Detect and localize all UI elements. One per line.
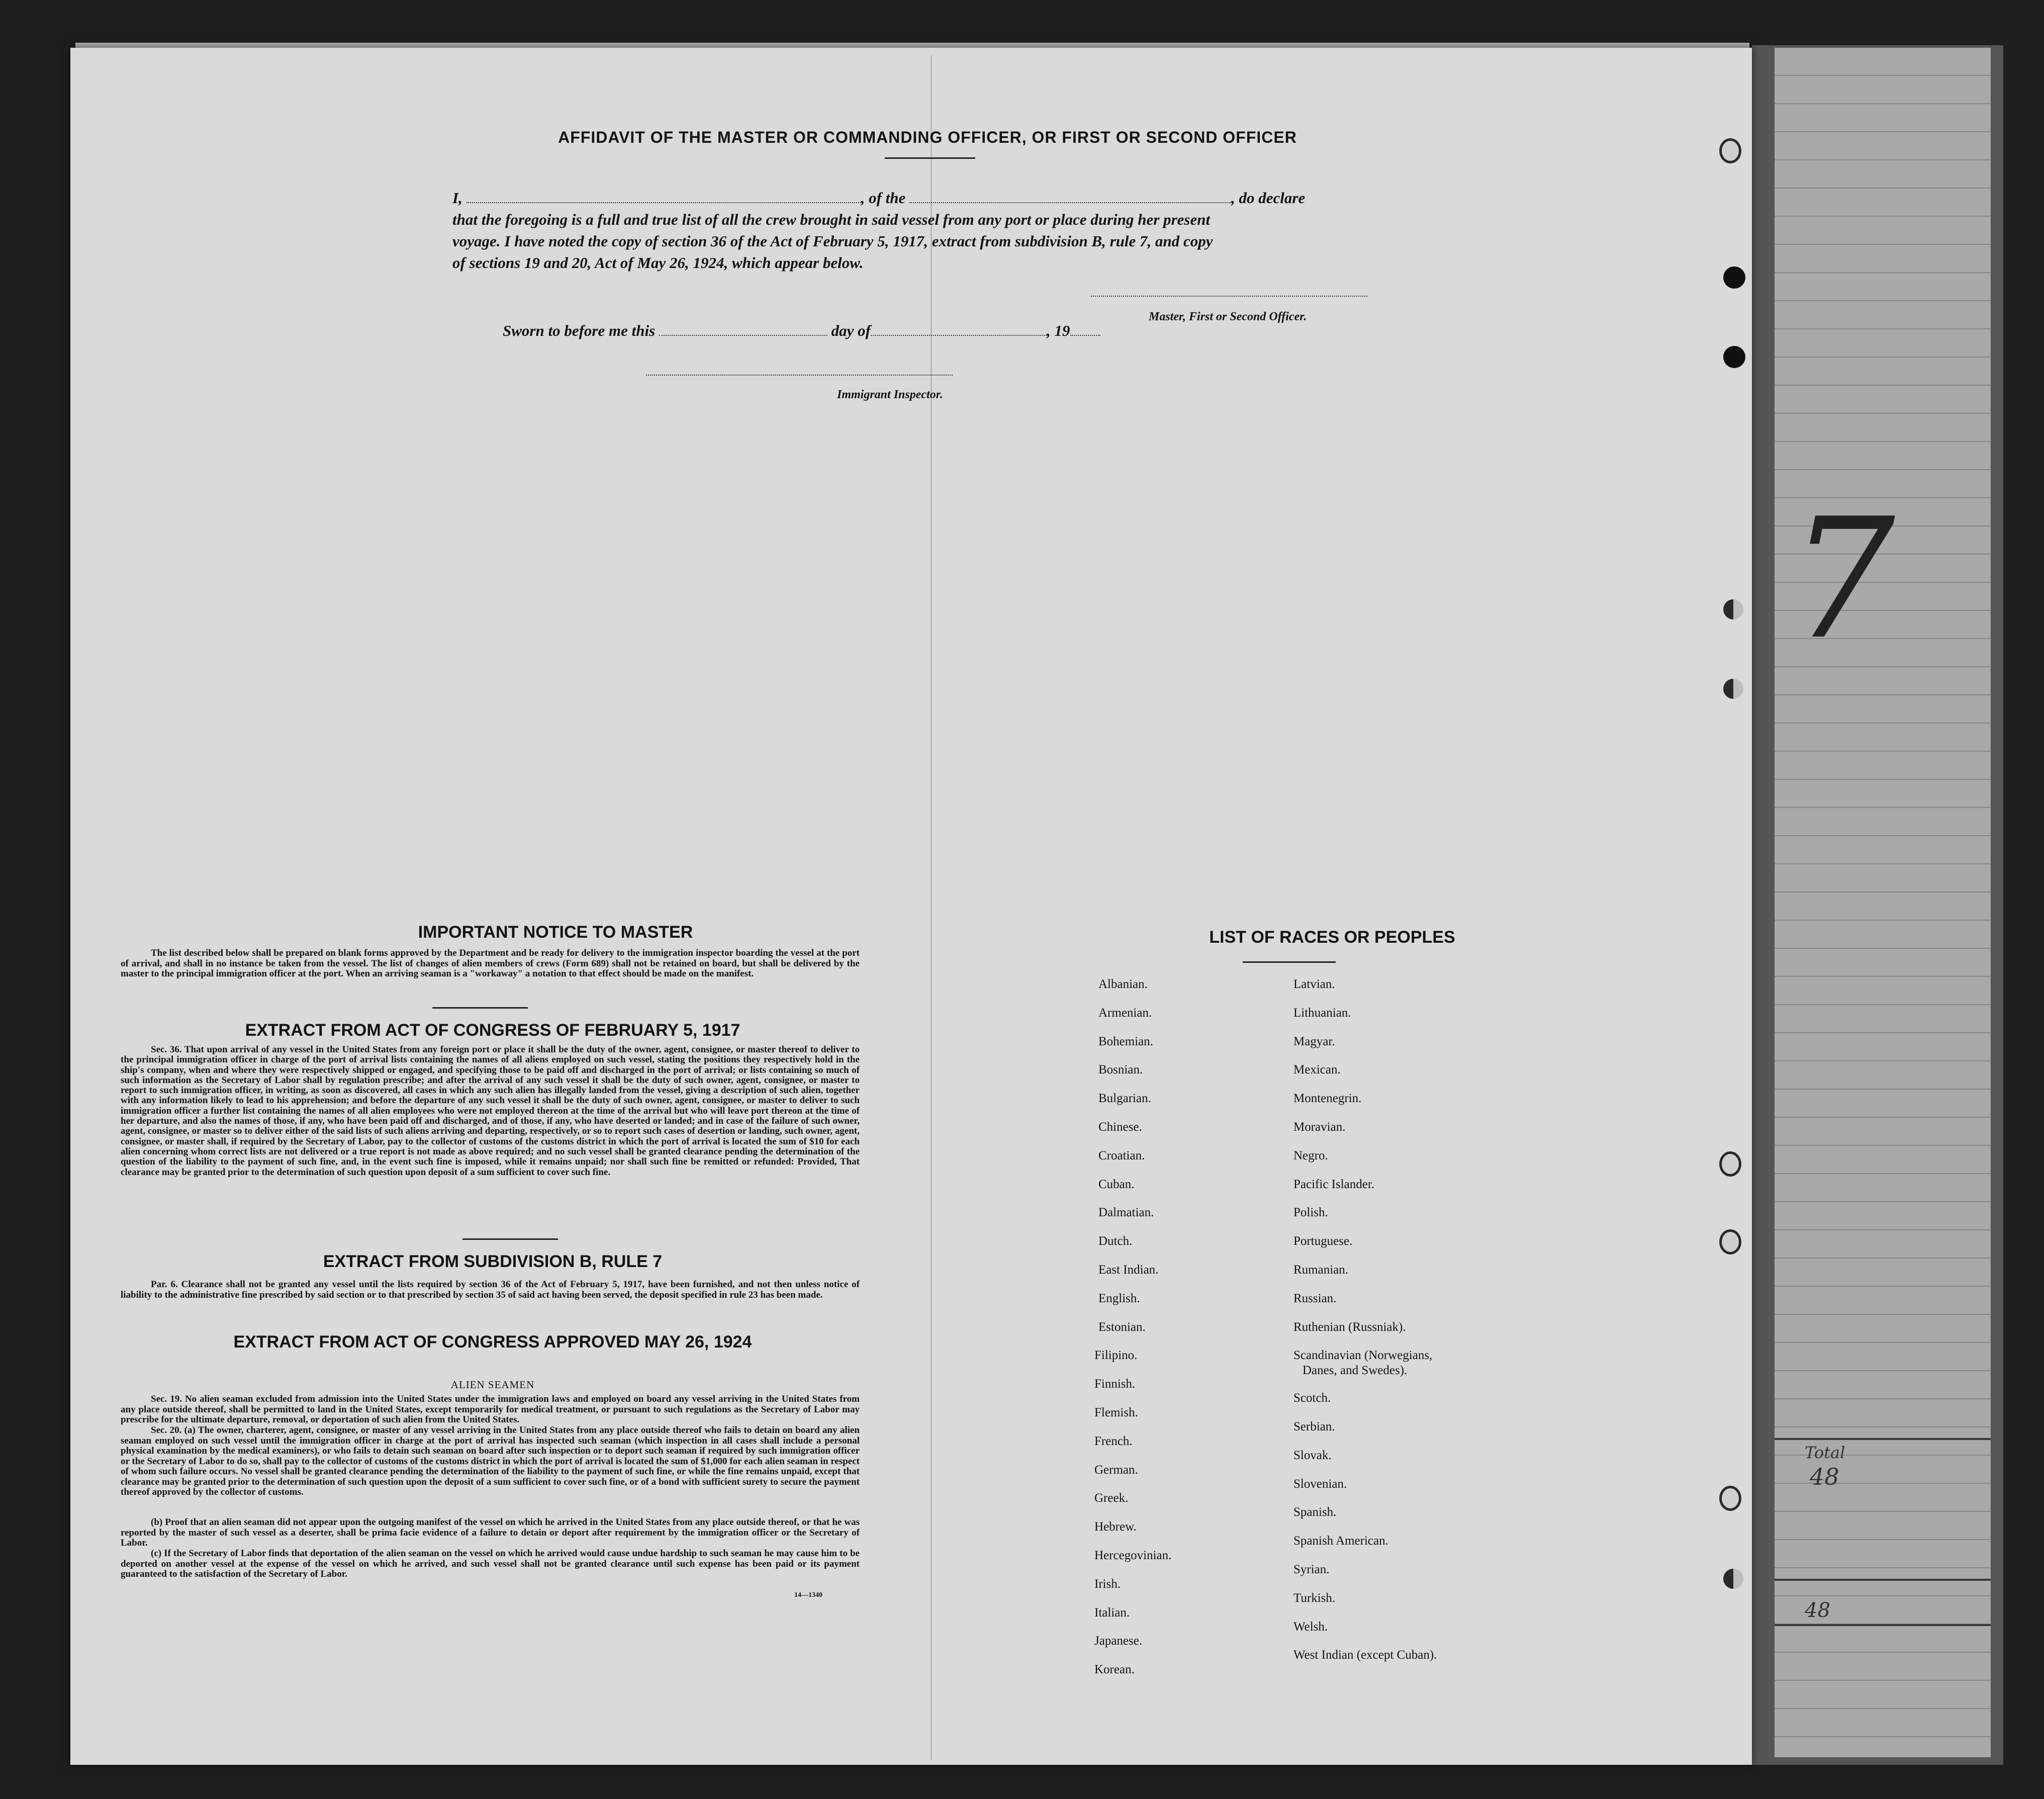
race-item: Irish. <box>1094 1577 1121 1591</box>
race-item: Ruthenian (Russniak). <box>1293 1320 1406 1334</box>
sworn-day-field[interactable] <box>659 323 827 336</box>
race-item: Russian. <box>1293 1292 1337 1305</box>
sworn-year-field[interactable] <box>1070 323 1100 336</box>
race-item: Slovak. <box>1293 1449 1332 1462</box>
race-item: Estonian. <box>1098 1320 1146 1334</box>
binder-hole <box>1723 346 1745 368</box>
race-item: Hercegovinian. <box>1094 1549 1172 1562</box>
section-20a-text: Sec. 20. (a) The owner, charterer, agent, consignee, or master of any vessel arriving in the United States from any place outside thereof who fails to detain on board any alien seaman employed on such vessel until the immigration officer in charge at the port of arrival has inspected such seaman (which inspection in all cases shall include a personal physical examination by the medical examiners), or who fails to detain such seaman on board after such inspection or to deport such seaman if required by such immigration officer or the Secretary of Labor to do so, shall pay to the collector of customs of the customs district in which the port of arrival is located the sum of $1,000 for each alien seaman in respect of whom such failure occurs. No vessel shall be granted clearance pending the determination of the liability to the payment of such fine, or while the fine remains unpaid, except that clearance may be granted prior to the determination of such question upon the deposit of a sum sufficient to cover such fine, or of a bond with sufficient surety to secure the payment thereof approved by the collector of customs. <box>121 1425 860 1497</box>
race-item: Polish. <box>1293 1206 1328 1219</box>
master-signature-label: Master, First or Second Officer. <box>1149 310 1307 323</box>
race-item: Spanish. <box>1293 1505 1337 1519</box>
binder-hole <box>1719 1229 1741 1254</box>
sworn-line <box>503 322 1100 340</box>
binder-hole <box>1723 679 1743 699</box>
affidavit-i: I, <box>452 189 462 207</box>
affidavit-line-3: voyage. I have noted the copy of section 36 of the Act of February 5, 1917, extract from subdivision B, rule 7, and copy <box>452 232 1213 250</box>
subdivision-text: Par. 6. Clearance shall not be granted any vessel until the lists required by section 36 of the Act of February 5, 1917, have been furnished, and not then unless notice of liability to the administrative fine prescribed by said section or to that prescribed by section 35 of said act having been served, the deposit specified in rule 23 has been made. <box>121 1279 860 1300</box>
race-item: Italian. <box>1094 1606 1130 1620</box>
ledger-divider <box>1775 1579 1991 1581</box>
handwritten-total-label: Total <box>1805 1443 1845 1462</box>
race-item: Turkish. <box>1293 1591 1336 1605</box>
binder-hole <box>1723 266 1745 289</box>
form-number: 14—1340 <box>794 1591 822 1599</box>
races-title-rule <box>1243 961 1336 963</box>
race-item: Serbian. <box>1293 1420 1335 1433</box>
affidavit-line-2: that the foregoing is a full and true list of all the crew brought in said vessel from any port or place during her present <box>452 211 1211 228</box>
affidavit-declare: , do declare <box>1231 189 1306 207</box>
race-item: Croatian. <box>1098 1149 1145 1162</box>
section-rule <box>432 1007 528 1009</box>
affidavit-of-the: , of the <box>861 189 906 207</box>
race-item: Hebrew. <box>1094 1520 1137 1534</box>
race-item: Cuban. <box>1098 1178 1135 1191</box>
race-item: Portuguese. <box>1293 1234 1353 1248</box>
race-item: Danes, and Swedes). <box>1303 1364 1408 1377</box>
page-fold <box>931 55 932 1760</box>
manifest-page <box>70 48 1752 1765</box>
binder-hole <box>1719 1486 1741 1511</box>
alien-seamen-subtitle: ALIEN SEAMEN <box>450 1379 535 1391</box>
section-20b-text: (b) Proof that an alien seaman did not appear upon the outgoing manifest of the vessel on which he arrived in the United States from any place outside thereof, or that he was reported by the master of such vessel as a deserter, shall be prima facie evidence of a failure to detain or deport after requirement by the immigration officer or the Secretary of Labor. <box>121 1517 860 1548</box>
race-item: English. <box>1098 1292 1140 1305</box>
sworn-month-field[interactable] <box>871 323 1047 336</box>
race-item: French. <box>1094 1434 1133 1448</box>
race-item: Negro. <box>1293 1149 1328 1162</box>
affidavit-title-rule <box>885 157 975 159</box>
notice-text: The list described below shall be prepared on blank forms approved by the Department and be ready for delivery to the immigration inspector boarding the vessel at the port of arrival, and shall in no instance be taken from the vessel. The list of changes of alien members of crews (Form 689) shall not be retained on board, but shall be delivered by the master to the principal immigration officer at the port. When an arriving seaman is a "workaway" a notation to that effect should be made on the manifest. <box>121 948 860 979</box>
inspector-signature-label: Immigrant Inspector. <box>837 388 943 401</box>
notice-title: IMPORTANT NOTICE TO MASTER <box>418 923 693 942</box>
extract-1917-text: Sec. 36. That upon arrival of any vessel in the United States from any foreign port or place it shall be the duty of the owner, agent, consignee, or master thereof to deliver to the principal immigration officer in charge of the port of arrival lists containing the names of all aliens employed on such vessel, stating the positions they respectively hold in the ship's company, when and where they were respectively shipped or engaged, and specifying those to be paid off and discharged in the port of arrival; or lists containing so much of such information as the Secretary of Labor shall by regulation prescribe; and after the arrival of any such vessel it shall be the duty of such owner, agent, consignee, or master to report to such immigration officer, in writing, as soon as discovered, all cases in which any such alien has illegally landed from the vessel, giving a description of such alien, together with any information likely to lead to his apprehension; and before the departure of any such vessel it shall be the duty of such owner, agent, consignee, or master to deliver to such immigration officer a further list containing the names of all alien employees who were not employed thereon at the time of the arrival but who will leave port thereon at the time of her departure, and also the names of those, if any, who have been paid off and discharged, and of those, if any, who have deserted or landed; and in case of the failure of such owner, agent, consignee, or master so to deliver either of the said lists of such aliens arriving and departing, respectively, or so to report such cases of desertion or landing, such owner, agent, consignee, or master shall, if required by the Secretary of Labor, pay to the collector of customs of the customs district in which the port of arrival is located the sum of $10 for each alien concerning whom correct lists are not delivered or a true report is not made as above required; and no such vessel shall be granted clearance pending the determination of the question of the liability to the payment of such fine, and, in the event such fine is imposed, while it remains unpaid; nor shall such fine be remitted or refunded: Provided, That clearance may be granted prior to the determination of such question upon deposit of a sum sufficient to cover such fine. <box>121 1044 860 1178</box>
section-20c-text: (c) If the Secretary of Labor finds that deportation of the alien seaman on the vessel on which he arrived would cause undue hardship to such seaman he may cause him to be deported on another vessel at the expense of the vessel on which he arrived, and such vessel shall not be granted clearance until such expense has been paid or its payment guaranteed to the satisfaction of the Secretary of Labor. <box>121 1548 860 1579</box>
race-item: Scandinavian (Norwegians, <box>1293 1348 1433 1362</box>
race-item: Syrian. <box>1293 1563 1330 1576</box>
race-item: Lithuanian. <box>1293 1006 1351 1020</box>
race-item: Japanese. <box>1094 1634 1143 1648</box>
race-item: Armenian. <box>1098 1006 1152 1020</box>
race-item: Finnish. <box>1094 1377 1136 1391</box>
race-item: Slovenian. <box>1293 1477 1347 1491</box>
race-item: East Indian. <box>1098 1263 1159 1277</box>
race-item: Mexican. <box>1293 1063 1341 1076</box>
adjacent-ledger-page <box>1775 48 1991 1757</box>
binder-hole <box>1719 1151 1741 1177</box>
section-19-text: Sec. 19. No alien seaman excluded from admission into the United States under the immigration laws and employed on board any vessel arriving in the United States from any place outside thereof, shall be permitted to land in the United States, except temporarily for medical treatment, or pursuant to such regulations as the Secretary of Labor may prescribe for the ultimate departure, removal, or deportation of such alien from the United States. <box>121 1394 860 1425</box>
race-item: Albanian. <box>1098 977 1148 991</box>
race-item: Flemish. <box>1094 1406 1138 1419</box>
race-item: Moravian. <box>1293 1120 1346 1134</box>
race-item: Korean. <box>1094 1663 1135 1676</box>
handwritten-total-value-lower: 48 <box>1805 1599 1830 1622</box>
race-item: German. <box>1094 1463 1138 1477</box>
binder-hole <box>1723 1569 1743 1589</box>
subdivision-title: EXTRACT FROM SUBDIVISION B, RULE 7 <box>323 1252 663 1271</box>
handwritten-total-value: 48 <box>1810 1463 1839 1490</box>
section-rule <box>462 1238 558 1240</box>
binder-hole <box>1723 599 1743 619</box>
race-item: Rumanian. <box>1293 1263 1349 1277</box>
race-item: Bohemian. <box>1098 1035 1154 1048</box>
sworn-day-of: day of <box>831 322 871 339</box>
master-signature-field[interactable] <box>1091 296 1367 297</box>
race-item: Bosnian. <box>1098 1063 1143 1076</box>
race-item: West Indian (except Cuban). <box>1293 1648 1437 1662</box>
affidavit-title: AFFIDAVIT OF THE MASTER OR COMMANDING OFFICER, OR FIRST OR SECOND OFFICER <box>558 128 1297 146</box>
races-title: LIST OF RACES OR PEOPLES <box>1209 928 1455 947</box>
handwritten-page-number: 7 <box>1790 483 1895 676</box>
extract-1924-title: EXTRACT FROM ACT OF CONGRESS APPROVED MAY 26, 1924 <box>233 1332 752 1352</box>
binder-hole <box>1719 138 1741 163</box>
affidavit-body <box>452 187 1403 274</box>
race-item: Greek. <box>1094 1491 1129 1505</box>
ledger-divider <box>1775 1624 1991 1626</box>
race-item: Dutch. <box>1098 1234 1133 1248</box>
affidavit-line-4: of sections 19 and 20, Act of May 26, 1924, which appear below. <box>452 254 864 272</box>
affidavit-line-1 <box>452 187 1403 209</box>
extract-1917-title: EXTRACT FROM ACT OF CONGRESS OF FEBRUARY 5, 1917 <box>245 1021 740 1040</box>
vessel-name-field[interactable] <box>909 190 1231 203</box>
sworn-text: Sworn to before me this <box>503 322 656 339</box>
race-item: Latvian. <box>1293 977 1335 991</box>
race-item: Spanish American. <box>1293 1534 1388 1548</box>
officer-name-field[interactable] <box>467 190 861 203</box>
race-item: Chinese. <box>1098 1120 1142 1134</box>
race-item: Bulgarian. <box>1098 1092 1151 1105</box>
inspector-signature-field[interactable] <box>646 375 953 376</box>
race-item: Welsh. <box>1293 1620 1328 1634</box>
race-item: Pacific Islander. <box>1293 1178 1375 1191</box>
ledger-divider <box>1775 1438 1991 1440</box>
race-item: Scotch. <box>1293 1391 1331 1405</box>
race-item: Dalmatian. <box>1098 1206 1154 1219</box>
sworn-year: , 19 <box>1047 322 1070 339</box>
race-item: Magyar. <box>1293 1035 1335 1048</box>
race-item: Montenegrin. <box>1293 1092 1362 1105</box>
race-item: Filipino. <box>1094 1348 1138 1362</box>
